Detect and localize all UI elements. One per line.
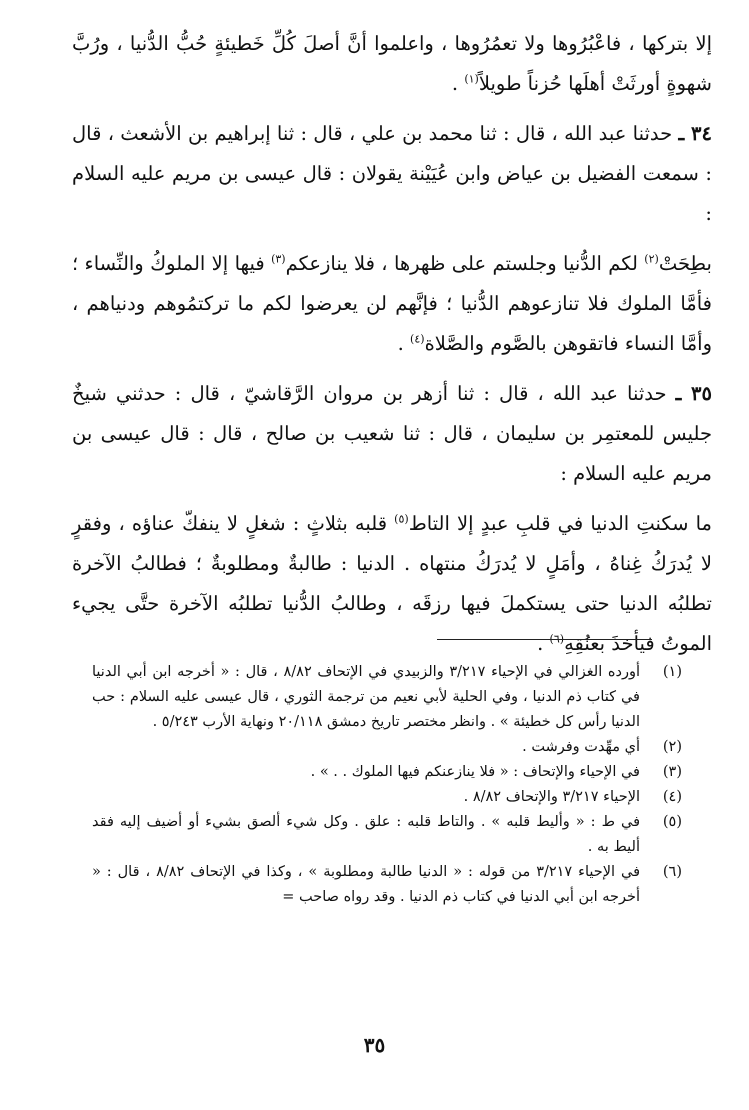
footnote-number: (٣): [662, 764, 682, 780]
footnote-text: في الإحياء والإتحاف : « فلا ينازعنكم فيها الملوك . . » .: [310, 764, 640, 780]
footnote-text: في الإحياء ٣/٢١٧ من قوله : « الدنيا طالبة ومطلوبة » ، وكذا في الإتحاف ٨/٨٢ ، قال : « أخرجه ابن أبي الدنيا في كتاب ذم الدنيا . وقد رواه صاحب =: [92, 864, 641, 905]
hadith-34-part-c: فيها إلا الملوكُ والنِّساء ؛ فأمَّا الملوك فلا تنازعوهم الدُّنيا ؛ فإنَّهم لن يعرضوا لكم ما تركتمُوهم ودنياهم ، وأمَّا النساء فاتقوهن بالصَّوم والصَّلاة: [72, 252, 712, 355]
footnote-ref-2: (٢): [644, 252, 659, 266]
hadith-35-part-a: ما سكنتِ الدنيا في قلبِ عبدٍ إلا التاط: [408, 512, 712, 535]
footnote-ref-4: (٤): [410, 332, 425, 346]
footnotes: [92, 660, 682, 910]
footnote-text: أورده الغزالي في الإحياء ٣/٢١٧ والزبيدي في الإتحاف ٨/٨٢ ، قال : « أخرجه ابن أبي الدنيا في كتاب ذم الدنيا ، وفي الحلية لأبي نعيم من ترجمة الثوري ، قال عيسى عليه السلام : حب الدنيا رأس كل خطيئة » . وانظر مختصر تاريخ دمشق ٢٠/١١٨ ونهاية الأرب ٥/٢٤٣ .: [92, 664, 641, 730]
footnote-2: [92, 735, 682, 760]
footnote-text: الإحياء ٣/٢١٧ والإتحاف ٨/٨٢ .: [463, 789, 640, 805]
hadith-34-part-a: بطِحَتْ: [658, 252, 712, 275]
footnote-number: (٤): [662, 789, 682, 805]
hadith-34-number: ٣٤ ـ: [678, 122, 712, 145]
footnote-ref-1: (١): [464, 72, 479, 86]
main-text: [72, 24, 712, 664]
footnote-3: [92, 760, 682, 785]
paragraph-end: .: [537, 632, 550, 655]
paragraph-end: .: [397, 332, 411, 355]
hadith-35-part-b: قلبه بثلاثٍ : شغلٍ لا ينفكّ عناؤه ، وفقرٍ لا يُدرَكُ غِناهُ ، وأمَلٍ لا يُدرَكُ منتهاه . الدنيا : طالبةٌ ومطلوبةٌ ؛ فطالبُ الآخرة تطلبُه الدنيا حتى يستكملَ فيها رزقَه ، وطالبُ الدُّنيا تطلبُه الآخرة حتَّى يجيء الموتُ فيأخذَ بعنُقِهِ: [72, 512, 712, 655]
footnote-6: [92, 860, 682, 910]
footnote-ref-6: (٦): [549, 632, 565, 646]
footnote-5: [92, 810, 682, 860]
paragraph-end: .: [451, 72, 465, 95]
hadith-34-chain: [72, 114, 712, 234]
hadith-35-chain: [72, 374, 712, 494]
footnote-number: (٢): [662, 739, 682, 755]
hadith-35-isnad: حدثنا عبد الله ، قال : ثنا أزهر بن مروان الرَّقاشيّ ، قال : حدثني شيخٌ جليس للمعتمِر بن سليمان ، قال : ثنا شعيب بن صالح ، قال : قال عيسى بن مريم عليه السلام :: [72, 382, 712, 485]
page-number: ٣٥: [363, 1033, 386, 1057]
paragraph-continuation: [72, 24, 712, 104]
footnote-ref-3: (٣): [271, 252, 286, 266]
hadith-34-part-b: لكم الدُّنيا وجلستم على ظهرها ، فلا ينازعكم: [285, 252, 645, 275]
footnote-text: في ط : « وأليط قلبه » . والتاط قلبه : علق . وكل شيء ألصق بشيء أو أضيف إليه فقد أليط به .: [92, 814, 640, 855]
hadith-34-isnad: حدثنا عبد الله ، قال : ثنا محمد بن علي ، قال : ثنا إبراهيم بن الأشعث ، قال : سمعت الفضيل بن عياض وابن عُيَيْنة يقولان : قال عيسى بن مريم عليه السلام :: [72, 122, 712, 225]
footnote-ref-5: (٥): [394, 512, 409, 526]
footnote-number: (١): [662, 664, 682, 680]
footnote-separator: [437, 639, 652, 640]
footnote-4: [92, 785, 682, 810]
hadith-34-text: [72, 244, 712, 364]
footnote-1: [92, 660, 682, 735]
footnote-number: (٥): [662, 814, 682, 830]
hadith-35-number: ٣٥ ـ: [675, 382, 712, 405]
footnote-text: أي مهِّدت وفرشت .: [522, 739, 640, 755]
hadith-35-text: [72, 504, 712, 664]
continuation-text: إلا بتركها ، فاعْبُرُوها ولا تعمُرُوها ، واعلموا أنَّ أصلَ كُلِّ خَطيئةٍ حُبُّ الدُّنيا ، ورُبَّ شهوةٍ أورثَتْ أهلَها حُزناً طويلاً: [72, 32, 712, 95]
footnote-number: (٦): [662, 864, 682, 880]
